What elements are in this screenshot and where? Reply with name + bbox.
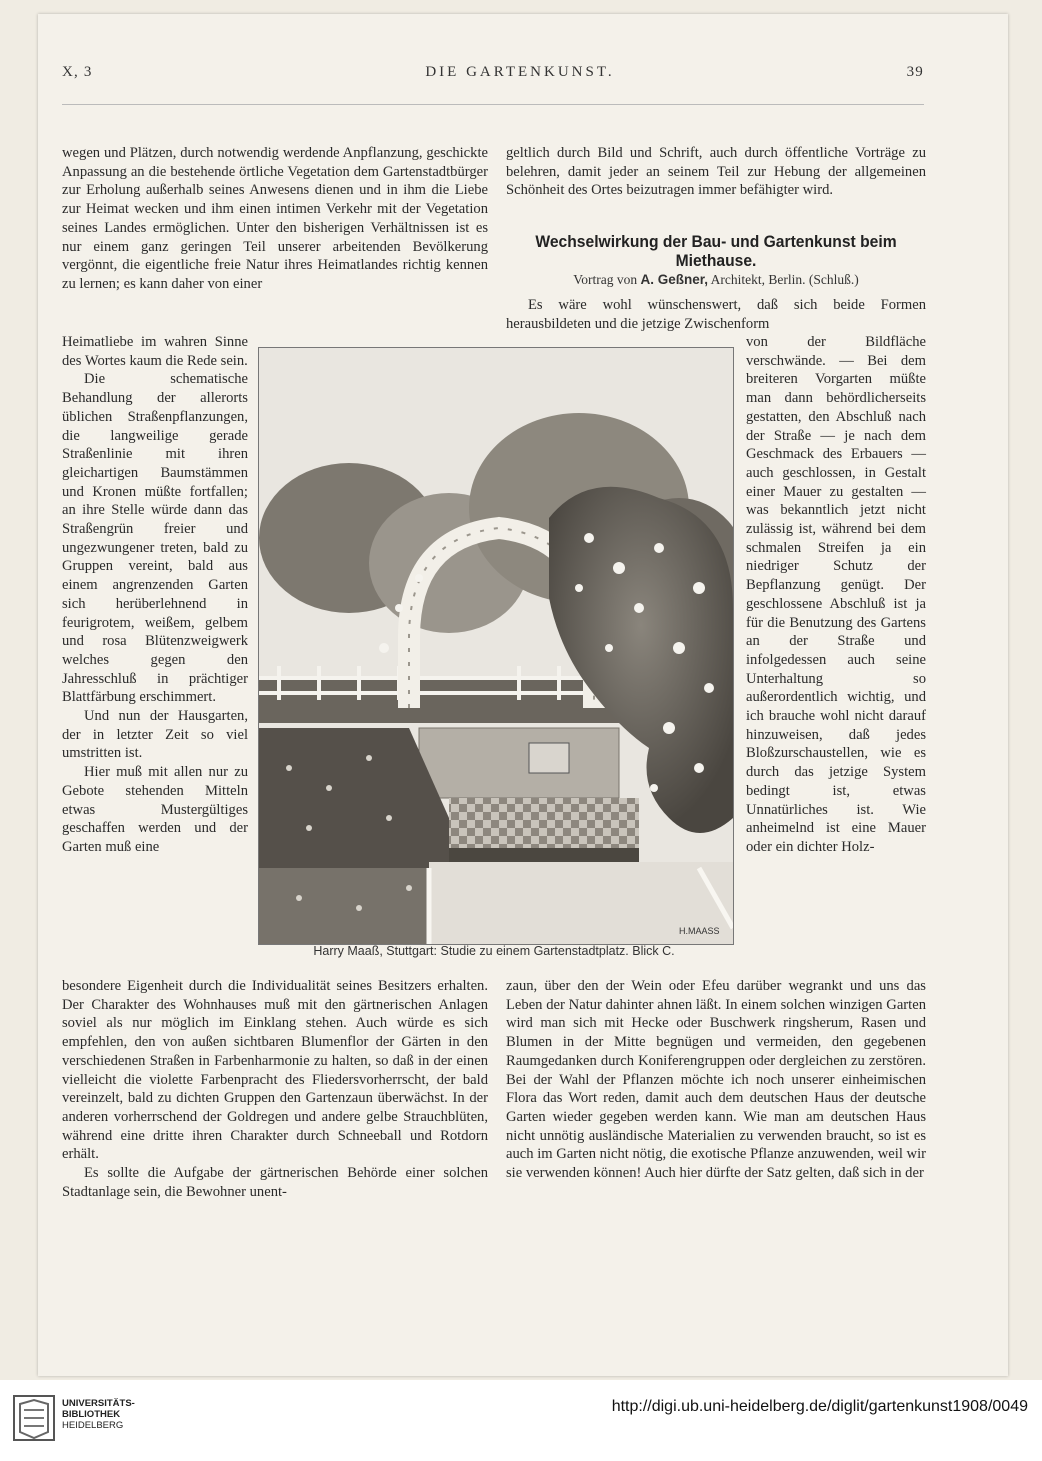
col2-top [506,144,926,200]
library-line-3: HEIDELBERG [62,1420,124,1431]
col1-bottom [62,977,488,1201]
byline-suffix: Architekt, Berlin. (Schluß.) [710,272,859,287]
col1-narrow [62,333,248,857]
university-seal-icon [10,1392,58,1444]
col1-top [62,144,488,294]
byline-prefix: Vortrag von [573,272,638,287]
library-line-2: BIBLIOTHEK [62,1409,121,1420]
col2-intro-text: Es wäre wohl wünschenswert, daß sich beide Formen herausbildeten und die jetzige Zwischenform [506,297,926,332]
running-head-volume: X, 3 [62,64,93,80]
library-footer [0,1380,1042,1461]
col2-top-text: geltlich durch Bild und Schrift, auch durch öffentliche Vorträge zu belehren, damit jeder an seinem Teil zur Hebung der allgemeinen Schönheit des Ortes beizutragen immer befähigter wird. [506,145,926,199]
library-name [62,1398,135,1431]
col2-narrow [746,333,926,857]
garden-illustration [258,347,734,945]
col1-narrow-4: Hier muß mit allen nur zu Gebote stehenden Mitteln etwas Mustergültiges geschaffen werden und der Garten muß eine [62,764,248,855]
garden-drawing [259,348,733,944]
byline-author: A. Geßner, [640,272,709,287]
checkered-floor [449,798,639,848]
library-line-1: UNIVERSITÄTS- [62,1398,135,1409]
col1-top-text: wegen und Plätzen, durch notwendig werdende Anpflanzung, geschickte Anpassung an die bestehende örtliche Vegetation dem Gartenstadtbürger zur Erholung außerhalb seines Anwesens dienen und in ihm die Liebe zur Heimat wecken und ihm einen intimen Verkehr mit der Vegetation seines Landes ermöglichen. Unter den bisherigen Verhältnissen ist es nur einem ganz geringen Teil unserer arbeitenden Bevölkerung vergönnt, die eigentliche freie Natur ihres Heimatlandes richtig kennen zu lernen; es kann daher von einer [62,145,488,292]
garden-wall [419,728,619,798]
col2-intro [506,296,926,333]
col1-narrow-1: Heimatliebe im wahren Sinne des Wortes kaum die Rede sein. [62,334,248,369]
col2-bottom-text: zaun, über den der Wein oder Efeu darüber wegrankt und uns das Leben der Natur dahinter ahnen läßt. In einem solchen winzigen Garten wird man sich mit Hecke oder Buschwerk ringsherum, Rasen und Blumen in der Mitte begnügen und vermeiden, den gegebenen Raumgedanken durch Koniferengruppen oder dergleichen zu zerstören. Bei der Wahl der Pflanzen möchte ich noch unserer einheimischen Flora das Wort reden, damit auch dem deutschen Haus der deutsche Garten wieder gegeben werden kann. Wie man am deutschen Haus nicht unnötig ausländische Materialien zu verwenden braucht, so ist es auch im Garten nicht nötig, die exotische Pflanze anzuwenden, weil wir sie verwenden können! Auch hier dürfte der Satz gelten, daß sich in der [506,978,926,1182]
artist-signature: H.MAASS [679,926,720,936]
col1-bottom-2: Es sollte die Aufgabe der gärtnerischen Behörde einer solchen Stadtanlage sein, die Bewohner unent- [62,1165,488,1200]
running-head-title: DIE GARTENKUNST. [425,64,615,80]
col1-narrow-3: Und nun der Hausgarten, der in letzter Zeit so viel umstritten ist. [62,708,248,762]
col2-narrow-text: von der Bildfläche verschwände. — Bei dem breiteren Vorgarten müßte man dann behördlicherseits gestatten, den Abschluß nach der Straße — je nach dem Geschmack des Erbauers — auch geschlossen, in Gestalt einer Mauer zu gestalten — was bekanntlich jetzt nicht zulässig ist, während bei dem schmalen Streifen ja ein niedriger Schutz der Bepflanzung genügt. Der geschlossene Abschluß ist ja für die Benutzung des Gartens an der Straße und infolgedessen auch seine Unterhaltung so außerordentlich wichtig, und ich brauche wohl nicht darauf hinzuweisen, daß jedes Bloßzurschaustellen, wie es durch das jetzige System bedingt ist, etwas Unnatürliches ist. Wie anheimelnd ist eine Mauer oder ein dichter Holz- [746,334,926,855]
page-number: 39 [906,64,924,80]
article-byline [506,272,926,288]
source-url-link[interactable]: http://digi.ub.uni-heidelberg.de/diglit/gartenkunst1908/0049 [611,1398,1028,1415]
col1-narrow-2: Die schematische Behandlung der allerorts üblichen Straßenpflanzungen, die langweilige gerade Straßenlinie mit ihren gleichartigen Baumstämmen und Kronen müßte fortfallen; an ihre Stelle würde dann das Straßengrün freier und ungezwungener treten, bald zu Gruppen vereint, bald aus einem angrenzenden Garten sich herüberlehnend in feurigrotem, weißem, gelbem und rosa Blütenzweigwerk welches gegen den Jahresschluß in prächtiger Blattfärbung erschimmert. [62,371,248,706]
article-heading: Wechselwirkung der Bau- und Gartenkunst beim Miethause. [535,232,897,270]
col2-bottom [506,977,926,1183]
header-rule [62,104,924,105]
col1-bottom-1: besondere Eigenheit durch die Individualität seines Besitzers erhalten. Der Charakter des Wohnhauses muß mit den gärtnerischen Anlagen soviel als nur möglich im Einklang stehen. Auch würde es sich empfehlen, den von außen sichtbaren Blumenflor der Gärten in den verschiedenen Straßen in Farbenharmonie zu halten, so daß in der einen vielleicht die violette Farbenpracht des Fliedersvorherrscht, der bald vereinzelt, bald zu dichten Gruppen den Gartenzaun überwächst. In der anderen vorherrschend der Goldregen und andere gelbe Strauchblüten, während eine dritte ihren Charakter durch Schneeball und Rotdorn erhält. [62,978,488,1163]
fountain [529,743,569,773]
figure-caption: Harry Maaß, Stuttgart: Studie zu einem Gartenstadtplatz. Blick C. [313,944,675,958]
